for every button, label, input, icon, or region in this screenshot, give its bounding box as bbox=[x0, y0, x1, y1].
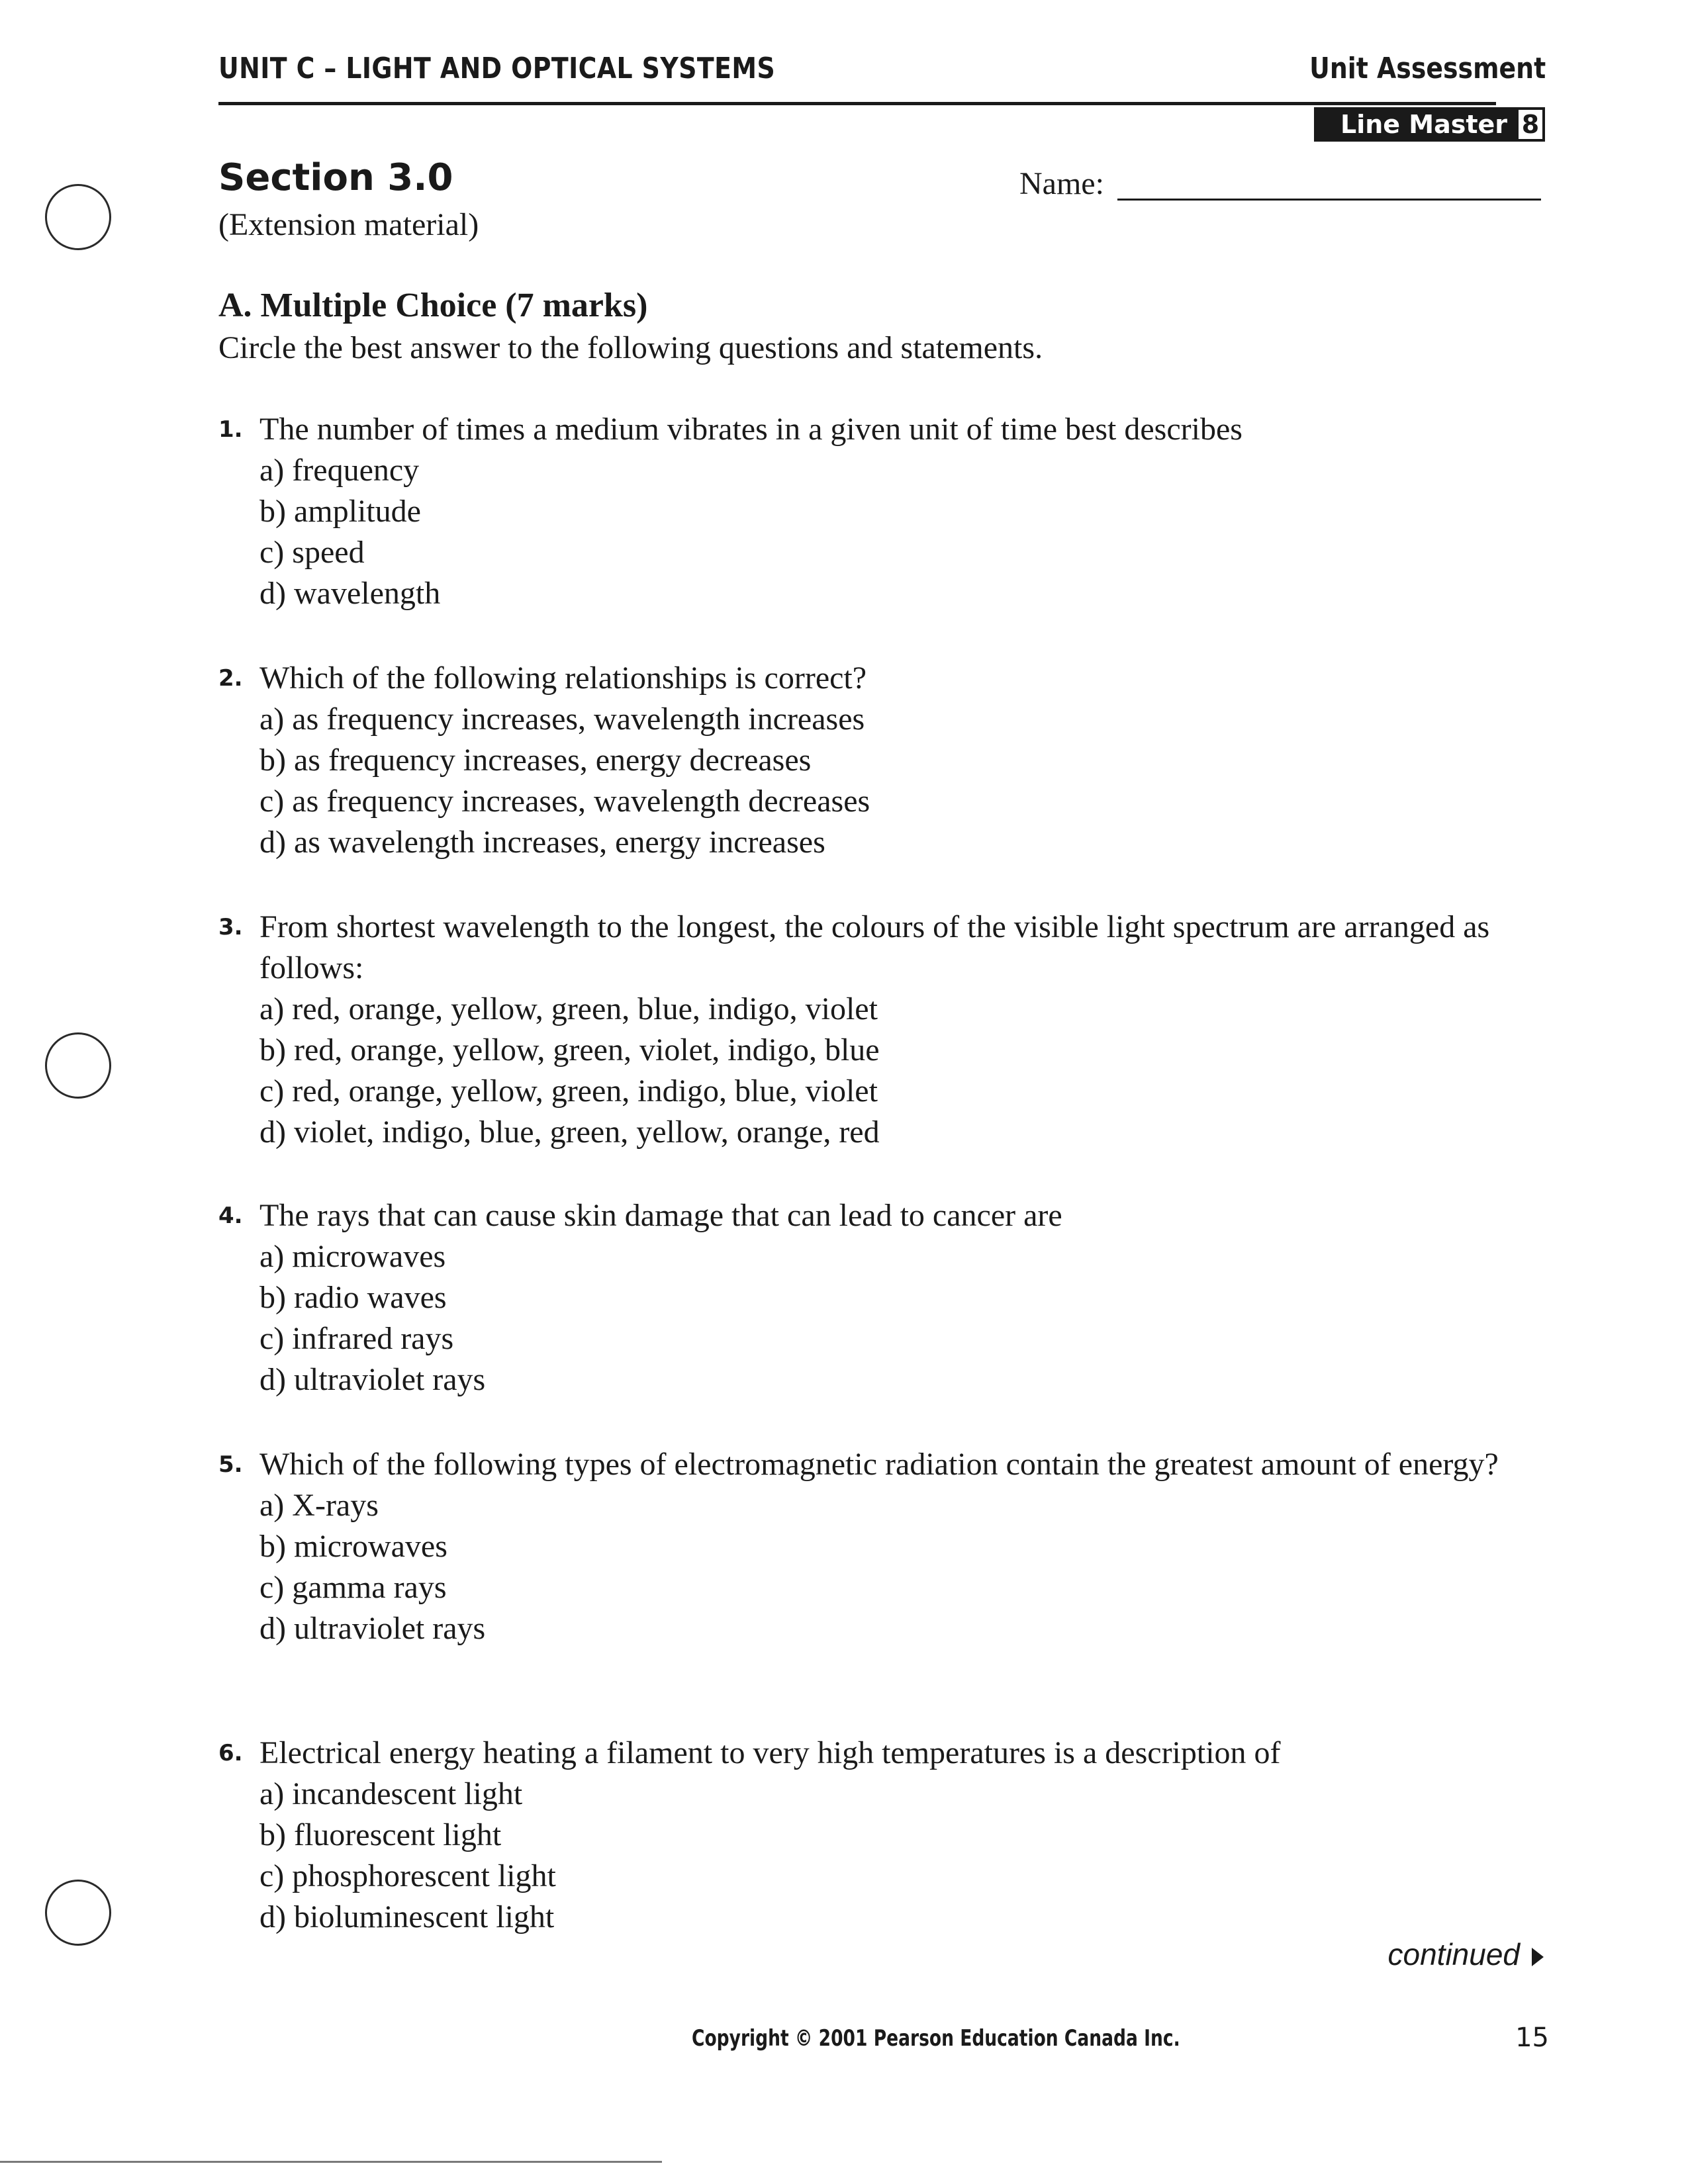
answer-options bbox=[218, 450, 1536, 614]
option-c[interactable]: c) speed bbox=[259, 535, 365, 570]
continued-label: continued bbox=[1387, 1937, 1520, 1972]
assessment-label: Unit Assessment bbox=[1309, 52, 1546, 85]
option-d[interactable]: d) as wavelength increases, energy increases bbox=[259, 825, 825, 860]
option-a[interactable]: a) incandescent light bbox=[259, 1776, 523, 1811]
option-c[interactable]: c) as frequency increases, wavelength decreases bbox=[259, 784, 870, 819]
question-number: 3. bbox=[218, 914, 243, 940]
line-master-number: 8 bbox=[1516, 107, 1545, 142]
question-text: From shortest wavelength to the longest, the colours of the visible light spectrum are arranged as follows: bbox=[259, 909, 1490, 985]
option-b[interactable]: b) amplitude bbox=[259, 494, 421, 529]
line-master-badge: Line Master bbox=[1314, 107, 1516, 142]
option-a[interactable]: a) red, orange, yellow, green, blue, indigo, violet bbox=[259, 991, 878, 1026]
continue-arrow-icon bbox=[1532, 1948, 1544, 1966]
section-subtitle: (Extension material) bbox=[218, 207, 479, 242]
option-d[interactable]: d) ultraviolet rays bbox=[259, 1362, 486, 1397]
question-3 bbox=[218, 907, 1536, 1153]
question-5 bbox=[218, 1444, 1536, 1649]
answer-options bbox=[218, 1236, 1536, 1400]
question-number: 6. bbox=[218, 1740, 243, 1766]
answer-options bbox=[218, 989, 1536, 1153]
question-text: Which of the following types of electromagnetic radiation contain the greatest amount of energy? bbox=[259, 1447, 1499, 1482]
question-number: 4. bbox=[218, 1203, 243, 1229]
binder-hole-middle bbox=[45, 1032, 111, 1099]
question-number: 5. bbox=[218, 1451, 243, 1478]
option-d[interactable]: d) wavelength bbox=[259, 576, 441, 611]
question-4 bbox=[218, 1195, 1536, 1400]
section-title: Section 3.0 bbox=[218, 156, 453, 199]
question-text: The rays that can cause skin damage that can lead to cancer are bbox=[259, 1198, 1062, 1233]
question-text: The number of times a medium vibrates in a given unit of time best describes bbox=[259, 412, 1243, 447]
option-b[interactable]: b) fluorescent light bbox=[259, 1817, 502, 1852]
question-2 bbox=[218, 658, 1536, 863]
option-c[interactable]: c) phosphorescent light bbox=[259, 1858, 556, 1893]
scan-edge-line bbox=[0, 2161, 662, 2163]
option-d[interactable]: d) violet, indigo, blue, green, yellow, orange, red bbox=[259, 1115, 880, 1150]
answer-options bbox=[218, 1485, 1536, 1649]
option-b[interactable]: b) microwaves bbox=[259, 1529, 447, 1564]
option-a[interactable]: a) frequency bbox=[259, 453, 420, 488]
answer-options bbox=[218, 1774, 1536, 1938]
answer-options bbox=[218, 699, 1536, 863]
option-c[interactable]: c) infrared rays bbox=[259, 1321, 454, 1356]
option-a[interactable]: a) X-rays bbox=[259, 1488, 379, 1523]
binder-hole-top bbox=[45, 184, 111, 250]
binder-hole-bottom bbox=[45, 1880, 111, 1946]
part-a-heading: A. Multiple Choice (7 marks) bbox=[218, 287, 648, 324]
copyright-notice: Copyright © 2001 Pearson Education Canada Inc. bbox=[692, 2025, 1180, 2052]
option-c[interactable]: c) gamma rays bbox=[259, 1570, 447, 1605]
name-label: Name: bbox=[1019, 166, 1104, 201]
header-rule bbox=[218, 102, 1496, 105]
name-field-line[interactable] bbox=[1117, 199, 1541, 201]
option-c[interactable]: c) red, orange, yellow, green, indigo, blue, violet bbox=[259, 1073, 878, 1109]
option-d[interactable]: d) bioluminescent light bbox=[259, 1899, 555, 1934]
question-1 bbox=[218, 409, 1536, 614]
option-d[interactable]: d) ultraviolet rays bbox=[259, 1611, 486, 1646]
unit-title: UNIT C – LIGHT AND OPTICAL SYSTEMS bbox=[218, 52, 776, 85]
question-number: 1. bbox=[218, 416, 243, 443]
option-a[interactable]: a) as frequency increases, wavelength increases bbox=[259, 702, 865, 737]
option-b[interactable]: b) as frequency increases, energy decreases bbox=[259, 743, 812, 778]
part-a-instructions: Circle the best answer to the following questions and statements. bbox=[218, 330, 1043, 365]
option-b[interactable]: b) red, orange, yellow, green, violet, indigo, blue bbox=[259, 1032, 880, 1068]
question-6 bbox=[218, 1733, 1536, 1938]
option-a[interactable]: a) microwaves bbox=[259, 1239, 446, 1274]
page-number: 15 bbox=[1515, 2023, 1549, 2053]
option-b[interactable]: b) radio waves bbox=[259, 1280, 447, 1315]
question-number: 2. bbox=[218, 665, 243, 692]
continued-indicator bbox=[1388, 1936, 1544, 1972]
question-text: Which of the following relationships is correct? bbox=[259, 660, 867, 696]
question-text: Electrical energy heating a filament to very high temperatures is a description of bbox=[259, 1735, 1281, 1770]
